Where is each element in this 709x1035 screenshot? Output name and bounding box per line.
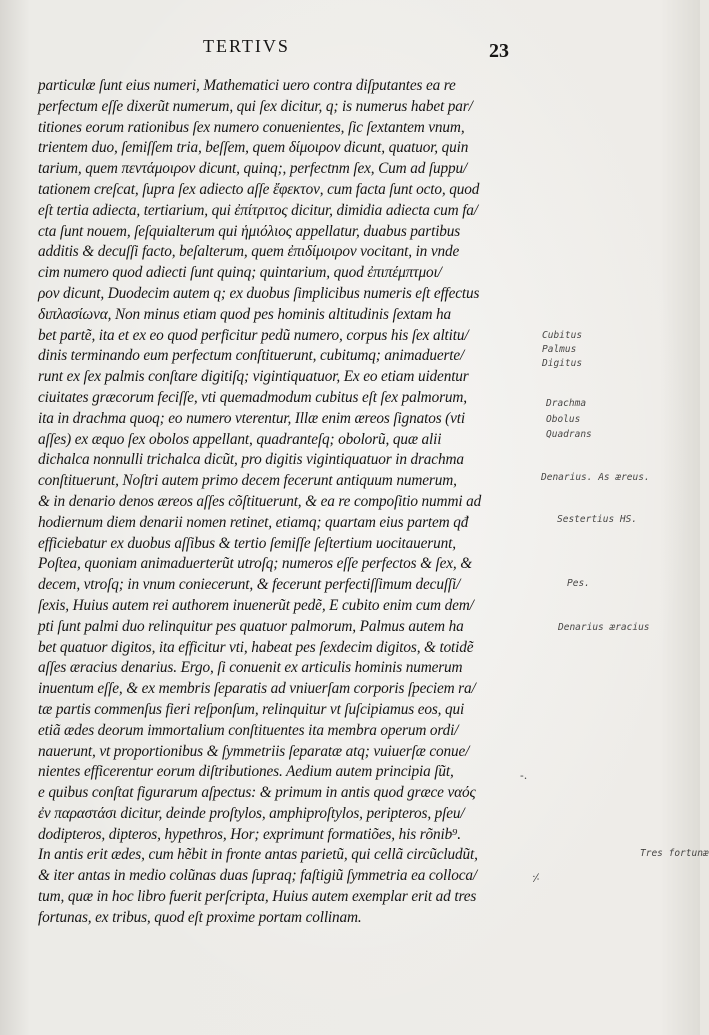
text-line: titiones eorum rationibus ſex numero conuenientes, ſic ſextantem vnum, <box>38 118 465 136</box>
text-line: eſt tertia adiecta, tertiarium, qui ἐπίτριτος dicitur, dimidia adiecta cum fa/ <box>38 201 478 219</box>
text-line: & iter antas in medio colũnas duas ſupraq; faſtigiũ ſymmetria ea colloca/ <box>38 867 477 885</box>
text-line: Poſtea, quoniam animaduerterũt utroſq; numeros eſſe perfectos & ſex, & <box>38 555 473 573</box>
text-line: ita in drachma quoq; eo numero vterentur, Illæ enim æreos ſignatos (vti <box>38 409 465 427</box>
text-line: ρον dicunt, Duodecim autem q; ex duobus ſimplicibus numeris eſt effectus <box>38 284 480 302</box>
text-line: bet partẽ, ita et ex eo quod perficitur pedũ numero, corpus his ſex altitu/ <box>38 326 469 344</box>
text-line: cim numero quod adiecti ſunt quinq; quintarium, quod ἐπιπέμπτμοι/ <box>38 264 442 282</box>
margin-note-pes: Pes. <box>567 578 590 589</box>
running-title: TERTIVS <box>203 36 290 56</box>
text-line: In antis erit ædes, cum hẽbit in fronte antas parietũ, qui cellã circũcludũt, <box>38 846 478 864</box>
text-line: trientem duo, ſemiſſem tria, beſſem, quem δίμοιρον dicunt, quatuor, quin <box>38 139 469 157</box>
text-line: decem, vtroſq; in vnum coniecerunt, & fecerunt perfectiſſimum decuſſi/ <box>38 576 461 594</box>
margin-note-digitus: Digitus <box>542 358 583 369</box>
text-line: bet quatuor digitos, ita efficitur vti, habeat pes ſexdecim digitos, & totidẽ <box>38 638 474 656</box>
margin-note-sestertius: Sestertius HS. <box>557 514 638 525</box>
margin-note-quadrans: Quadrans <box>546 429 592 440</box>
margin-note-denarius-aeracius: Denarius æracius <box>558 622 650 633</box>
text-line: inuentum eſſe, & ex membris ſeparatis ad vniuerſam corporis ſpeciem ra/ <box>38 680 476 698</box>
page-number: 23 <box>489 40 509 62</box>
text-line: efficiebatur ex duobus aſſibus & tertio ſemiſſe ſeſtertium uocitauerunt, <box>38 534 456 552</box>
margin-note-cubitus: Cubitus <box>542 330 583 341</box>
text-line: dinis terminando eum perfectum conſtituerunt, cubitumq; animaduerte/ <box>38 347 465 365</box>
text-line: particulæ ſunt eius numeri, Mathematici uero contra diſputantes ea re <box>38 77 456 94</box>
text-line: etiã ædes deorum immortalium conſtituentes ita membra operum ordi/ <box>38 721 459 739</box>
text-line: cta ſunt nouem, ſeſquialterum qui ἡμιόλιος appellatur, duabus partibus <box>38 222 461 240</box>
margin-note-tres-fortunae: Tres fortunæ <box>640 848 709 859</box>
text-line: perfectum eſſe dixerũt numerum, qui ſex dicitur, q; is numerus habet par/ <box>38 97 473 115</box>
text-line: tæ partis commenſus fieri reſponſum, relinquitur vt ſuſcipiamus eos, qui <box>38 700 465 718</box>
text-line: fortunas, ex tribus, quod eſt proxime portam collinam. <box>38 908 362 926</box>
text-line: διπλασίωνα, Non minus etiam quod pes hominis altitudinis ſextam ha <box>38 305 452 323</box>
margin-dash-mark: -. <box>520 769 528 782</box>
text-line: ciuitates græcorum feciſſe, vti quemadmodum cubitus eſt ſex palmorum, <box>38 388 467 406</box>
pen-mark: ⸓ <box>532 871 540 885</box>
text-line: e quibus conſtat figurarum aſpectus: & primum in antis quod græce ναός <box>38 784 476 802</box>
text-line: hodiernum diem denarii nomen retinet, etiamq; quartam eius partem qđ <box>38 513 469 531</box>
text-line: ſexis, Huius autem rei authorem inuenerũt pedẽ, E cubito enim cum dem/ <box>38 596 474 614</box>
text-line: aſſes) ex æquo ſex obolos appellant, quadranteſq; obolorũ, quæ alii <box>38 430 442 448</box>
text-line: dodipteros, dipteros, hypethros, Hor; exprimunt formatiões, his rõnib⁹. <box>38 825 461 843</box>
text-line: ἐν παραστάσι dicitur, deinde proſtylos, amphiproſtylos, peripteros, pſeu/ <box>38 804 465 822</box>
text-line: tum, quæ in hoc libro fuerit perſcripta, Huius autem exemplar erit ad tres <box>38 888 477 906</box>
text-line: tarium, quem πεντάμοιρον dicunt, quinq;, perfectnm ſex, Cum ad ſuppu/ <box>38 160 468 178</box>
text-line: conſtituerunt, Noſtri autem primo decem fecerunt antiquum numerum, <box>38 472 457 490</box>
text-line: nauerunt, vt proportionibus & ſymmetriis ſeparatæ atq; vuiuerſæ conue/ <box>38 742 470 760</box>
main-text-block <box>38 76 528 929</box>
text-line: dichalca nonnulli trichalca dicũt, pro digitis vigintiquatuor in drachma <box>38 451 464 469</box>
margin-note-drachma: Drachma <box>546 398 587 409</box>
margin-note-denarius: Denarius. As æreus. <box>541 472 650 483</box>
text-line: additis & decuſſi facto, beſalterum, quem ἐπιδίμοιρον vocitant, in vnde <box>38 243 460 261</box>
text-line: tationem creſcat, ſupra ſex adiecto aſſe ἔφεκτον, cum facta ſunt octo, quod <box>38 180 480 198</box>
margin-note-palmus: Palmus <box>542 344 577 355</box>
text-line: aſſes æracius denarius. Ergo, ſi conuenit ex articulis hominis numerum <box>38 659 463 677</box>
text-line: nientes efficerentur eorum diſtributiones. Aedium autem principia ſũt, <box>38 763 454 781</box>
page-header <box>0 36 700 66</box>
text-line: runt ex ſex palmis conſtare digitiſq; vigintiquatuor, Ex eo etiam uidentur <box>38 368 469 386</box>
text-line: & in denario denos æreos aſſes cõſtituerunt, & ea re compoſitio nummi ad <box>38 492 482 510</box>
margin-note-obolus: Obolus <box>546 414 581 425</box>
text-line: pti ſunt palmi duo relinquitur pes quatuor palmorum, Palmus autem ha <box>38 617 464 635</box>
